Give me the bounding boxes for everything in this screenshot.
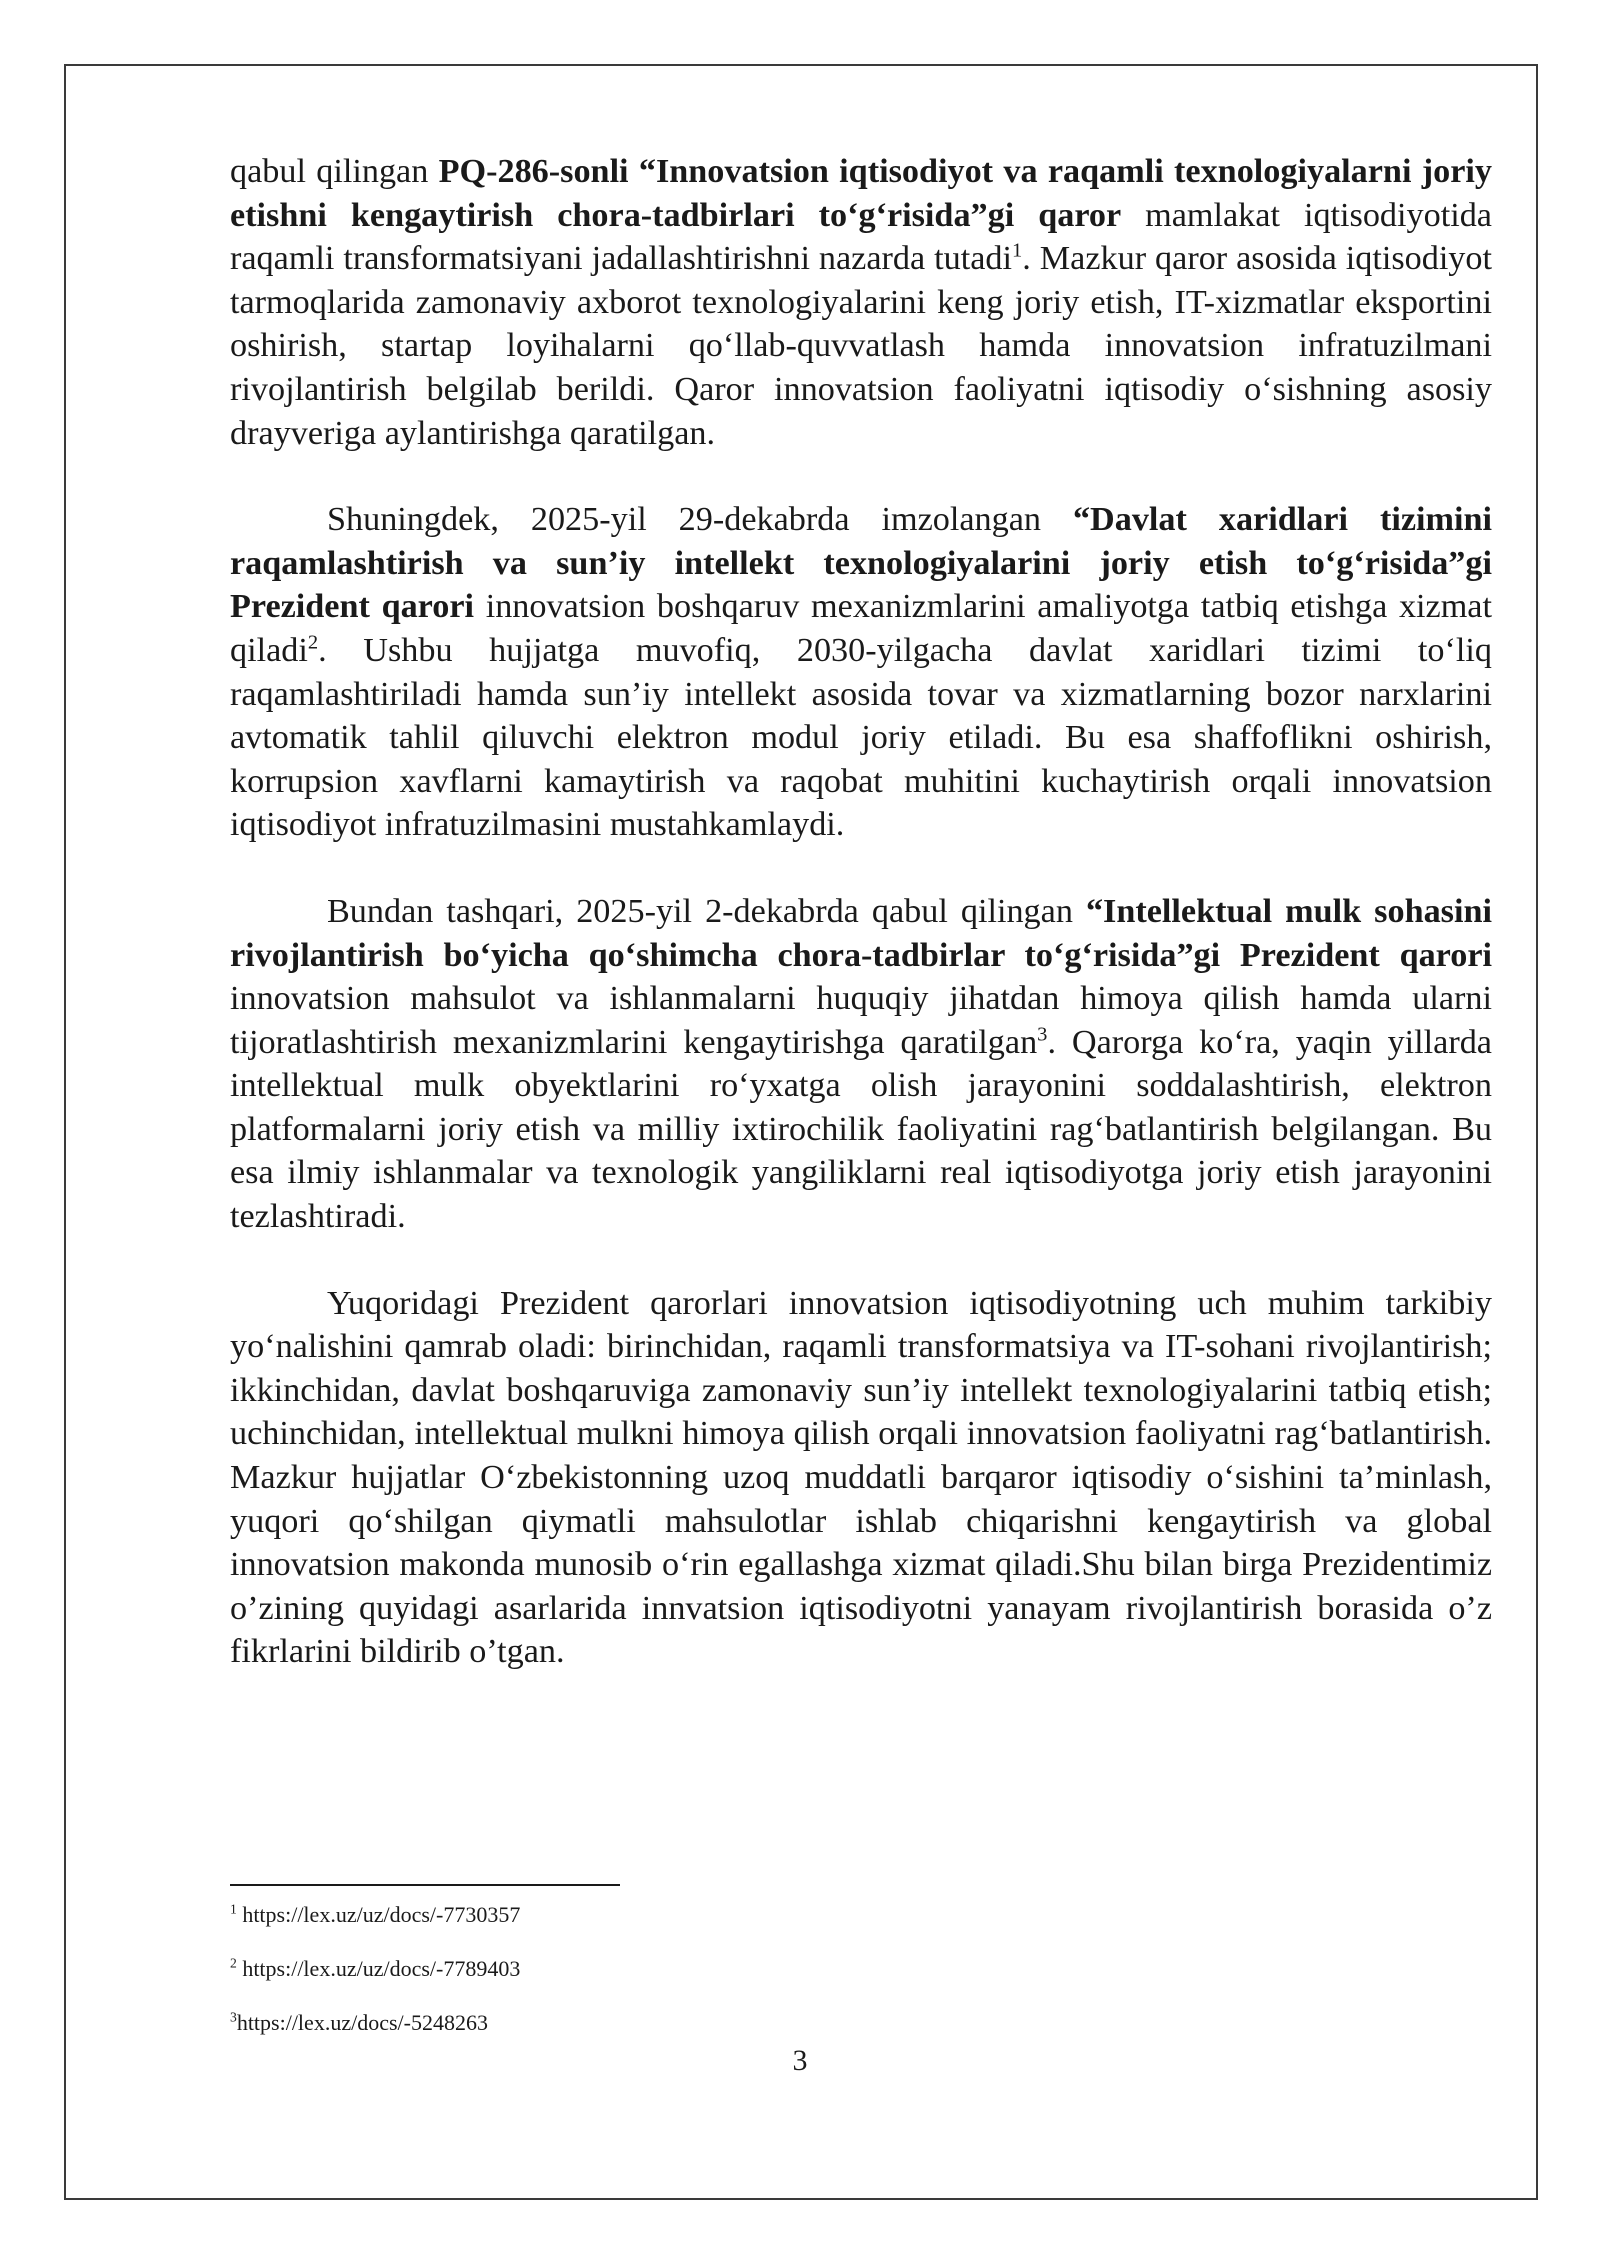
decree-title: “Davlat xaridlari tizimini raqamlashtirish va sun’iy intellekt texnologiyalarini joriy etish to‘g‘risida”gi Prezident qarori (230, 501, 1492, 626)
footnote-3 (230, 2008, 1030, 2038)
body-text: Bundan tashqari, 2025-yil 2-dekabrda qabul qilingan (327, 892, 1086, 930)
footnote-mark: 2 (230, 1955, 237, 1971)
paragraph-intellektual-mulk (230, 890, 1492, 1239)
footnote-reference: 2 (307, 631, 319, 654)
body-text: Shuningdek, 2025-yil 29-dekabrda imzolangan (327, 501, 1073, 539)
footnote-mark: 3 (230, 2009, 237, 2025)
paragraph-pq-286 (230, 150, 1492, 455)
body-text: . Qarorga ko‘ra, yaqin yillarda intellektual mulk obyektlarini ro‘yxatga olish jarayonini soddalashtirish, elektron platformalarni joriy etish va milliy ixtirochilik faoliyatini rag‘batlantirish belgilangan. Bu esa ilmiy ishlanmalar va texnologik yangiliklarni real iqtisodiyotga joriy etish jarayonini tezlashtiradi. (230, 1023, 1492, 1236)
paragraph-davlat-xaridlari (230, 498, 1492, 847)
body-text: . Mazkur qaror asosida iqtisodiyot tarmoqlarida zamonaviy axborot texnologiyalarini keng joriy etish, IT-xizmatlar eksportini oshirish, startap loyihalarni qo‘llab-quvvatlash hamda innovatsion infratuzilmani rivojlantirish belgilab berildi. Qaror innovatsion faoliyatni iqtisodiy o‘sishning asosiy drayveriga aylantirishga qaratilgan. (230, 240, 1492, 452)
decree-title: PQ-286-sonli “Innovatsion iqtisodiyot va raqamli texnologiyalarni joriy etishni kengaytirish chora-tadbirlari to‘g‘risida”gi qaror (230, 153, 1492, 234)
body-text: innovatsion boshqaruv mexanizmlarini amaliyotga tatbiq etishga xizmat qiladi (230, 588, 1492, 669)
footnote-separator (230, 1884, 620, 1886)
document-body (230, 150, 1492, 1674)
footnotes (230, 1900, 1030, 2062)
page-number: 3 (792, 2044, 808, 2077)
footnote-link[interactable]: https://lex.uz/docs/-5248263 (236, 2010, 488, 2035)
body-text: qabul qilingan (230, 153, 439, 190)
footnote-2 (230, 1954, 1030, 1984)
footnote-mark: 1 (230, 1901, 237, 1917)
footnote-reference: 1 (1012, 239, 1023, 262)
body-text: mamlakat iqtisodiyotida raqamli transformatsiyani jadallashtirishni nazarda tutadi (230, 196, 1492, 278)
footnote-1 (230, 1900, 1030, 1930)
body-text: innovatsion mahsulot va ishlanmalarni huquqiy jihatdan himoya qilish hamda ularni tijoratlashtirish mexanizmlarini kengaytirishga qaratilgan (230, 980, 1492, 1061)
decree-title: “Intellektual mulk sohasini rivojlantirish bo‘yicha qo‘shimcha chora-tadbirlar to‘g‘risida”gi Prezident qarori (230, 892, 1492, 974)
footnote-link[interactable]: https://lex.uz/uz/docs/-7730357 (236, 1902, 521, 1927)
paragraph-summary (230, 1282, 1492, 1674)
body-text: Yuqoridagi Prezident qarorlari innovatsion iqtisodiyotning uch muhim tarkibiy yo‘nalishini qamrab oladi: birinchidan, raqamli transformatsiya va IT-sohani rivojlantirish; ikkinchidan, davlat boshqaruviga zamonaviy sun’iy intellekt texnologiyalarini tatbiq etish; uchinchidan, intellektual mulkni himoya qilish orqali innovatsion faoliyatni rag‘batlantirish. Mazkur hujjatlar O‘zbekistonning uzoq muddatli barqaror iqtisodiy o‘sishini ta’minlash, yuqori qo‘shilgan qiymatli mahsulotlar ishlab chiqarishni kengaytirish va global innovatsion makonda munosib o‘rin egallashga xizmat qiladi.Shu bilan birga Prezidentimiz o’zining quyidagi asarlarida innvatsion iqtisodiyotni yanayam rivojlantirish borasida o’z fikrlarini bildirib o’tgan. (230, 1284, 1492, 1671)
footnote-reference: 3 (1037, 1023, 1048, 1046)
body-text: . Ushbu hujjatga muvofiq, 2030-yilgacha davlat xaridlari tizimi to‘liq raqamlashtiriladi hamda sun’iy intellekt asosida tovar va xizmatlarning bozor narxlarini avtomatik tahlil qiluvchi elektron modul joriy etiladi. Bu esa shaffoflikni oshirish, korrupsion xavflarni kamaytirish va raqobat muhitini kuchaytirish orqali innovatsion iqtisodiyot infratuzilmasini mustahkamlaydi. (230, 631, 1492, 844)
footnote-link[interactable]: https://lex.uz/uz/docs/-7789403 (236, 1956, 521, 1981)
